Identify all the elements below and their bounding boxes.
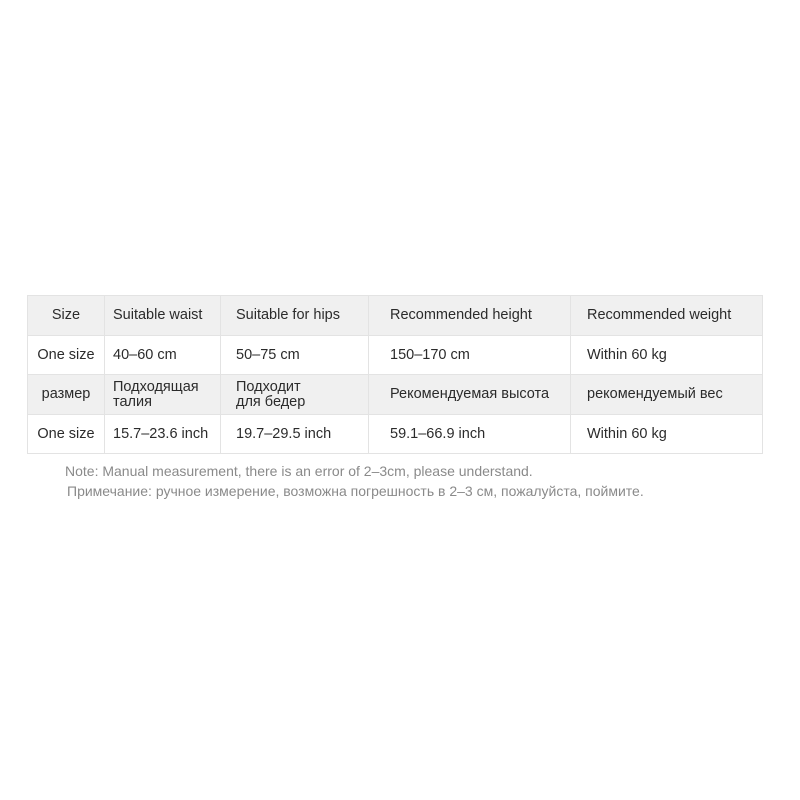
header-suitable-waist-ru: Подходящая талия — [105, 375, 221, 415]
cell-hips-cm: 50–75 cm — [221, 336, 369, 375]
cell-height-inch: 59.1–66.9 inch — [369, 415, 571, 454]
cell-weight-kg: Within 60 kg — [571, 415, 763, 454]
data-row-imperial — [28, 415, 763, 454]
header-suitable-hips-ru: Подходит для бедер — [221, 375, 369, 415]
header-suitable-hips: Suitable for hips — [221, 296, 369, 336]
cell-waist-cm: 40–60 cm — [105, 336, 221, 375]
cell-weight-kg: Within 60 kg — [571, 336, 763, 375]
header-recommended-weight-ru: рекомендуемый вес — [571, 375, 763, 415]
header-size-ru: размер — [28, 375, 105, 415]
data-row-metric — [28, 336, 763, 375]
header-row-russian — [28, 375, 763, 415]
measurement-notes — [0, 461, 800, 501]
cell-hips-inch: 19.7–29.5 inch — [221, 415, 369, 454]
header-size: Size — [28, 296, 105, 336]
cell-waist-inch: 15.7–23.6 inch — [105, 415, 221, 454]
cell-height-cm: 150–170 cm — [369, 336, 571, 375]
size-chart-table — [27, 295, 763, 454]
header-row-english — [28, 296, 763, 336]
header-suitable-waist: Suitable waist — [105, 296, 221, 336]
header-recommended-height: Recommended height — [369, 296, 571, 336]
header-recommended-height-ru: Рекомендуемая высота — [369, 375, 571, 415]
header-recommended-weight: Recommended weight — [571, 296, 763, 336]
note-russian: Примечание: ручное измерение, возможна погрешность в 2–3 см, пожалуйста, поймите. — [67, 483, 644, 499]
note-english: Note: Manual measurement, there is an error of 2–3cm, please understand. — [65, 463, 533, 479]
cell-size: One size — [28, 336, 105, 375]
cell-size: One size — [28, 415, 105, 454]
